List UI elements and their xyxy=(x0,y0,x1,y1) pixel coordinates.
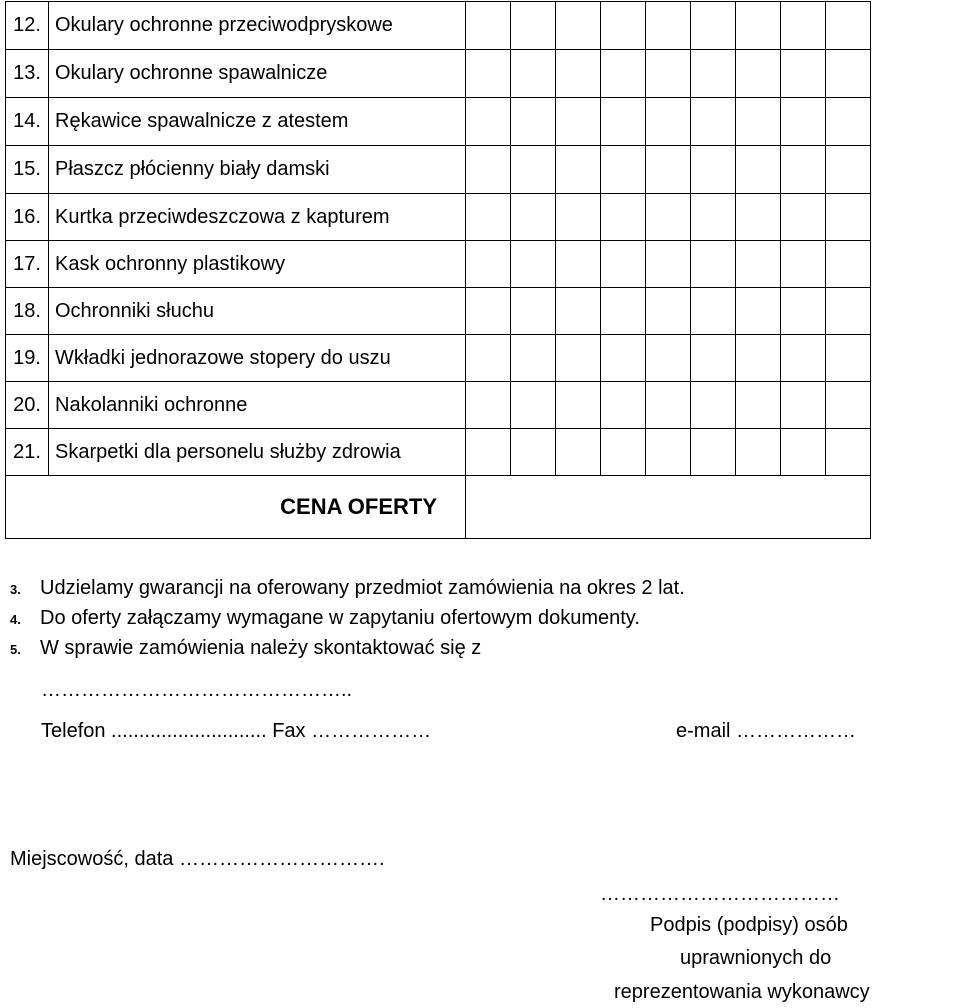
empty-cell xyxy=(601,429,646,476)
empty-cell xyxy=(781,194,826,241)
total-label: CENA OFERTY xyxy=(6,476,466,539)
empty-cell xyxy=(781,146,826,194)
note-item xyxy=(10,607,685,637)
empty-cell xyxy=(736,429,781,476)
empty-cell xyxy=(781,335,826,382)
empty-cell xyxy=(466,98,511,146)
empty-cell xyxy=(601,241,646,288)
table-row xyxy=(6,2,871,50)
table-row xyxy=(6,335,871,382)
empty-cell xyxy=(511,335,556,382)
empty-cell xyxy=(736,288,781,335)
empty-cell xyxy=(781,50,826,98)
empty-cell xyxy=(466,2,511,50)
empty-cell xyxy=(601,288,646,335)
empty-cell xyxy=(736,98,781,146)
empty-cell xyxy=(556,98,601,146)
item-number: 16. xyxy=(6,194,49,241)
empty-cell xyxy=(826,98,871,146)
empty-cell xyxy=(691,241,736,288)
empty-cell xyxy=(646,335,691,382)
empty-cell xyxy=(466,288,511,335)
empty-cell xyxy=(781,241,826,288)
item-number: 13. xyxy=(6,50,49,98)
note-number: 5. xyxy=(10,642,21,657)
empty-cell xyxy=(826,241,871,288)
empty-cell xyxy=(556,335,601,382)
empty-cell xyxy=(826,429,871,476)
empty-cell xyxy=(466,50,511,98)
phone-fax-line: Telefon ............................ Fax ……………… xyxy=(41,720,432,742)
item-number: 18. xyxy=(6,288,49,335)
empty-cell xyxy=(826,194,871,241)
empty-cell xyxy=(646,429,691,476)
empty-cell xyxy=(691,335,736,382)
empty-cell xyxy=(736,241,781,288)
empty-cell xyxy=(691,50,736,98)
empty-cell xyxy=(556,288,601,335)
empty-cell xyxy=(691,2,736,50)
table-row xyxy=(6,382,871,429)
empty-cell xyxy=(781,288,826,335)
item-name: Nakolanniki ochronne xyxy=(49,382,466,429)
empty-cell xyxy=(826,2,871,50)
empty-cell xyxy=(556,241,601,288)
empty-cell xyxy=(466,382,511,429)
empty-cell xyxy=(826,288,871,335)
empty-cell xyxy=(826,335,871,382)
signature-caption-2: uprawnionych do xyxy=(680,947,832,969)
item-name: Kask ochronny plastikowy xyxy=(49,241,466,288)
empty-cell xyxy=(736,2,781,50)
table-row xyxy=(6,146,871,194)
empty-cell xyxy=(466,146,511,194)
empty-cell xyxy=(511,382,556,429)
empty-cell xyxy=(826,382,871,429)
table-row xyxy=(6,288,871,335)
empty-cell xyxy=(556,50,601,98)
note-text: Do oferty załączamy wymagane w zapytaniu ofertowym dokumenty. xyxy=(40,607,640,629)
empty-cell xyxy=(601,98,646,146)
table-row xyxy=(6,241,871,288)
empty-cell xyxy=(466,241,511,288)
empty-cell xyxy=(601,2,646,50)
empty-cell xyxy=(691,382,736,429)
item-name: Wkładki jednorazowe stopery do uszu xyxy=(49,335,466,382)
empty-cell xyxy=(601,146,646,194)
signature-caption-3: reprezentowania wykonawcy xyxy=(614,981,870,1003)
empty-cell xyxy=(511,429,556,476)
empty-cell xyxy=(781,429,826,476)
empty-cell xyxy=(646,382,691,429)
empty-cell xyxy=(601,335,646,382)
notes-list xyxy=(10,577,685,667)
total-row xyxy=(6,476,871,539)
empty-cell xyxy=(736,50,781,98)
empty-cell xyxy=(601,382,646,429)
table-row xyxy=(6,50,871,98)
empty-cell xyxy=(511,241,556,288)
note-text: Udzielamy gwarancji na oferowany przedmiot zamówienia na okres 2 lat. xyxy=(40,577,685,599)
item-name: Ochronniki słuchu xyxy=(49,288,466,335)
item-number: 12. xyxy=(6,2,49,50)
empty-cell xyxy=(646,241,691,288)
item-number: 20. xyxy=(6,382,49,429)
item-number: 17. xyxy=(6,241,49,288)
place-date-line: Miejscowość, data …………………………. xyxy=(10,848,385,870)
empty-cell xyxy=(646,288,691,335)
item-name: Rękawice spawalnicze z atestem xyxy=(49,98,466,146)
empty-cell xyxy=(646,194,691,241)
contact-person-line: ……………………………………….. xyxy=(41,679,353,701)
empty-cell xyxy=(466,335,511,382)
note-item xyxy=(10,577,685,607)
table-row xyxy=(6,429,871,476)
empty-cell xyxy=(556,382,601,429)
item-number: 21. xyxy=(6,429,49,476)
empty-cell xyxy=(736,335,781,382)
empty-cell xyxy=(511,50,556,98)
empty-cell xyxy=(691,146,736,194)
empty-cell xyxy=(556,429,601,476)
note-number: 4. xyxy=(10,612,21,627)
empty-cell xyxy=(826,146,871,194)
signature-caption-1: Podpis (podpisy) osób xyxy=(650,914,848,936)
empty-cell xyxy=(691,194,736,241)
item-name: Okulary ochronne spawalnicze xyxy=(49,50,466,98)
empty-cell xyxy=(511,98,556,146)
item-name: Okulary ochronne przeciwodpryskowe xyxy=(49,2,466,50)
empty-cell xyxy=(556,146,601,194)
empty-cell xyxy=(691,98,736,146)
note-text: W sprawie zamówienia należy skontaktować się z xyxy=(40,637,482,659)
empty-cell xyxy=(511,288,556,335)
total-value-cell xyxy=(466,476,871,539)
empty-cell xyxy=(511,2,556,50)
signature-dots: ……………………………… xyxy=(600,883,840,905)
empty-cell xyxy=(556,194,601,241)
empty-cell xyxy=(646,50,691,98)
table-row xyxy=(6,98,871,146)
empty-cell xyxy=(511,146,556,194)
note-number: 3. xyxy=(10,582,21,597)
table-row xyxy=(6,194,871,241)
note-item xyxy=(10,637,685,667)
empty-cell xyxy=(646,146,691,194)
empty-cell xyxy=(781,2,826,50)
empty-cell xyxy=(736,146,781,194)
items-table xyxy=(5,1,871,539)
empty-cell xyxy=(646,98,691,146)
empty-cell xyxy=(556,2,601,50)
empty-cell xyxy=(466,429,511,476)
empty-cell xyxy=(736,382,781,429)
empty-cell xyxy=(646,2,691,50)
empty-cell xyxy=(781,98,826,146)
item-number: 15. xyxy=(6,146,49,194)
item-name: Płaszcz płócienny biały damski xyxy=(49,146,466,194)
empty-cell xyxy=(826,50,871,98)
item-number: 14. xyxy=(6,98,49,146)
email-line: e-mail ……………… xyxy=(676,720,857,742)
empty-cell xyxy=(691,429,736,476)
item-name: Skarpetki dla personelu służby zdrowia xyxy=(49,429,466,476)
empty-cell xyxy=(601,194,646,241)
empty-cell xyxy=(736,194,781,241)
empty-cell xyxy=(601,50,646,98)
item-name: Kurtka przeciwdeszczowa z kapturem xyxy=(49,194,466,241)
empty-cell xyxy=(466,194,511,241)
empty-cell xyxy=(511,194,556,241)
empty-cell xyxy=(691,288,736,335)
item-number: 19. xyxy=(6,335,49,382)
empty-cell xyxy=(781,382,826,429)
